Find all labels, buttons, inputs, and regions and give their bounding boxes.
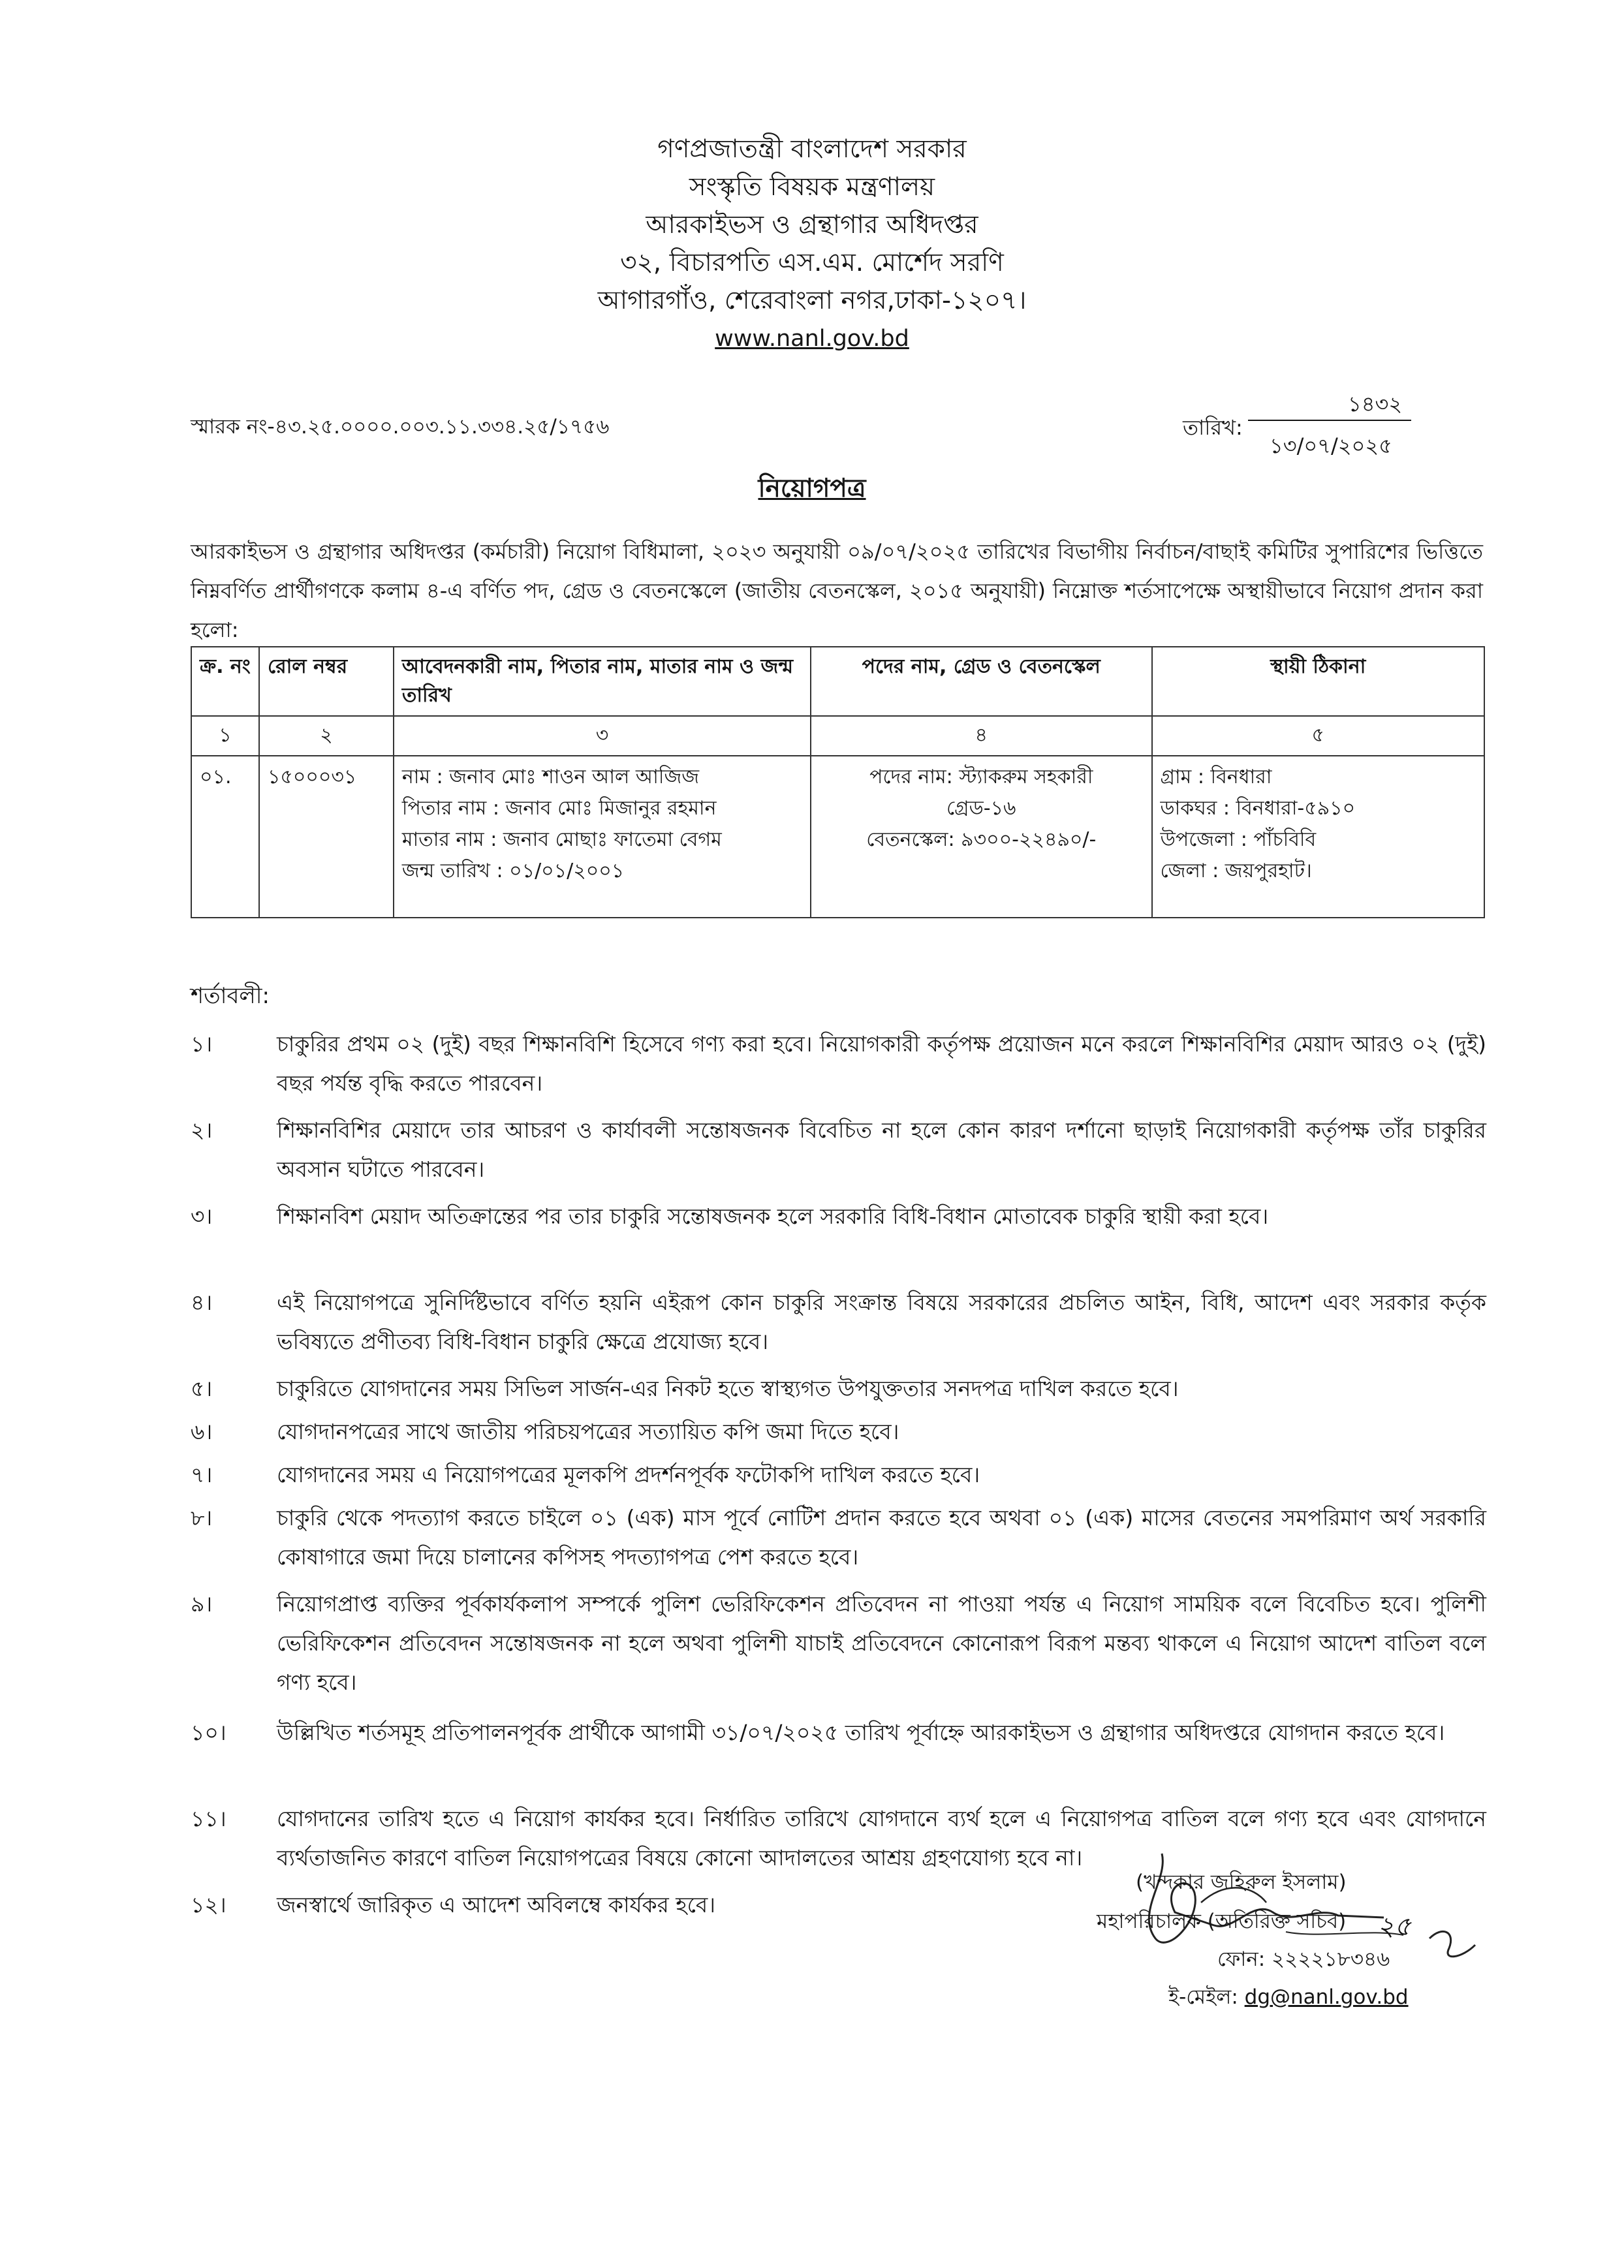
condition-text: শিক্ষানবিশ মেয়াদ অতিক্রান্তের পর তার চাকুরি সন্তোষজনক হলে সরকারি বিধি-বিধান মোতাবেক চাকুরি স্থায়ী করা হবে। (277, 1204, 1269, 1229)
father-name: পিতার নাম : জনাব মোঃ মিজানুর রহমান (401, 797, 717, 820)
condition-number: ১০। (191, 1720, 226, 1745)
signatory-designation: মহাপরিচালক (অতিরিক্ত সচিব) (1097, 1910, 1347, 1933)
condition-number: ৬। (191, 1419, 213, 1444)
applicant-name: নাম : জনাব মোঃ শাওন আল আজিজ (401, 766, 700, 788)
post-grade: গ্রেড-১৬ (946, 797, 1016, 820)
table-header: রোল নম্বর (259, 647, 394, 716)
date-label: তারিখ: (1183, 415, 1243, 440)
letterhead (0, 131, 1624, 358)
condition-text: যোগদানের তারিখ হতে এ নিয়োগ কার্যকর হবে। নির্ধারিত তারিখে যোগদানে ব্যর্থ হলে এ নিয়োগপত্র বাতিল বলে গণ্য হবে এবং যোগদানে ব্যর্থতাজনিত কারণে বাতিল নিয়োগপত্রের বিষয়ে কোনো আদালতের আশ্রয় গ্রহণযোগ্য হবে না। (277, 1806, 1486, 1871)
condition-text: এই নিয়োগপত্রে সুনির্দিষ্টভাবে বর্ণিত হয়নি এইরূপ কোন চাকুরি সংক্রান্ত বিষয়ে সরকারের প্রচলিত আইন, বিধি, আদেশ এবং সরকার কর্তৃক ভবিষ্যতে প্রণীতব্য বিধি-বিধান চাকুরি ক্ষেত্রে প্রযোজ্য হবে। (277, 1290, 1486, 1354)
applicant-cell (394, 756, 811, 918)
email-link[interactable]: dg@nanl.gov.bd (1244, 1985, 1409, 2009)
table-header: স্থায়ী ঠিকানা (1152, 647, 1484, 716)
district: জেলা : জয়পুরহাট। (1160, 860, 1312, 882)
condition-text: চাকুরি থেকে পদত্যাগ করতে চাইলে ০১ (এক) মাস পূর্বে নোটিশ প্রদান করতে হবে অথবা ০১ (এক) মাসের বেতনের সমপরিমাণ অর্থ সরকারি কোষাগারে জমা দিয়ে চালানের কপিসহ পদত্যাগপত্র পেশ করতে হবে। (277, 1505, 1486, 1570)
serial-cell: ০১. (191, 756, 259, 918)
condition-text: উল্লিখিত শর্তসমূহ প্রতিপালনপূর্বক প্রার্থীকে আগামী ৩১/০৭/২০২৫ তারিখ পূর্বাহ্নে আরকাইভস ও গ্রন্থাগার অধিদপ্তরে যোগদান করতে হবে। (277, 1720, 1445, 1745)
column-number: ৫ (1152, 716, 1484, 756)
signatory-email-row (1168, 1981, 1409, 2015)
signatory-phone: ফোন: ২২২২১৮৩৪৬ (1217, 1948, 1390, 1971)
condition-number: ৪। (191, 1290, 213, 1315)
column-number: ৪ (811, 716, 1151, 756)
condition-text: যোগদানের সময় এ নিয়োগপত্রের মূলকপি প্রদর্শনপূর্বক ফটোকপি দাখিল করতে হবে। (277, 1462, 980, 1487)
document-title: নিয়োগপত্র (758, 474, 866, 503)
address-line-1: ৩২, বিচারপতি এস.এম. মোর্শেদ সরণি (620, 248, 1004, 277)
website-link[interactable]: www.nanl.gov.bd (715, 326, 909, 352)
table-row (191, 756, 1484, 918)
date-of-birth: জন্ম তারিখ : ০১/০১/২০০১ (401, 860, 625, 882)
handwritten-mark: ২৫ (1377, 1912, 1411, 1942)
conditions-heading: শর্তাবলী: (191, 983, 270, 1009)
appointment-table (191, 646, 1485, 918)
intro-paragraph: আরকাইভস ও গ্রন্থাগার অধিদপ্তর (কর্মচারী) নিয়োগ বিধিমালা, ২০২৩ অনুযায়ী ০৯/০৭/২০২৫ তারিখের বিভাগীয় নির্বাচন/বাছাই কমিটির সুপারিশের ভিত্তিতে নিম্নবর্ণিত প্রার্থীগণকে কলাম ৪-এ বর্ণিত পদ, গ্রেড ও বেতনস্কেলে (জাতীয় বেতনস্কেল, ২০১৫ অনুযায়ী) নিম্নোক্ত শর্তসাপেক্ষে অস্থায়ীভাবে নিয়োগ প্রদান করা হলো: (191, 539, 1483, 642)
condition-number: ১। (191, 1031, 213, 1057)
condition-text: চাকুরির প্রথম ০২ (দুই) বছর শিক্ষানবিশি হিসেবে গণ্য করা হবে। নিয়োগকারী কর্তৃপক্ষ প্রয়োজন মনে করলে শিক্ষানবিশির মেয়াদ আরও ০২ (দুই) বছর পর্যন্ত বৃদ্ধি করতে পারবেন। (277, 1031, 1486, 1096)
roll-cell: ১৫০০০৩১ (259, 756, 394, 918)
condition-text: চাকুরিতে যোগদানের সময় সিভিল সার্জন-এর নিকট হতে স্বাস্থ্যগত উপযুক্ততার সনদপত্র দাখিল করতে হবে। (277, 1376, 1179, 1401)
memo-number: স্মারক নং-৪৩.২৫.০০০০.০০৩.১১.৩৩৪.২৫/১৭৫৬ (191, 415, 610, 439)
upazila: উপজেলা : পাঁচবিবি (1160, 828, 1317, 851)
condition-text: নিয়োগপ্রাপ্ত ব্যক্তির পূর্বকার্যকলাপ সম্পর্কে পুলিশ ভেরিফিকেশন প্রতিবেদন না পাওয়া পর্যন্ত এ নিয়োগ সাময়িক বলে বিবেচিত হবে। পুলিশী ভেরিফিকেশন প্রতিবেদন সন্তোষজনক না হলে অথবা পুলিশী যাচাই প্রতিবেদনে কোনোরূপ বিরূপ মন্তব্য থাকলে এ নিয়োগ আদেশ বাতিল বলে গণ্য হবে। (277, 1591, 1486, 1695)
address-line-2: আগারগাঁও, শেরেবাংলা নগর,ঢাকা-১২০৭। (597, 286, 1027, 315)
village: গ্রাম : বিনধারা (1160, 766, 1272, 788)
email-label: ই-মেইল: (1168, 1985, 1238, 2009)
condition-number: ৩। (191, 1204, 213, 1229)
ministry-name: সংস্কৃতি বিষয়ক মন্ত্রণালয় (689, 172, 935, 202)
signatory-name: (খন্দকার জহিরুল ইসলাম) (1136, 1871, 1347, 1894)
condition-number: ৯। (191, 1591, 213, 1617)
column-number: ১ (191, 716, 259, 756)
condition-number: ১১। (191, 1806, 226, 1831)
date-divider (1248, 420, 1411, 421)
post-cell (811, 756, 1151, 918)
condition-number: ২। (191, 1117, 213, 1143)
condition-number: ১২। (191, 1892, 226, 1918)
condition-text: জনস্বার্থে জারিকৃত এ আদেশ অবিলম্বে কার্যকর হবে। (277, 1892, 716, 1918)
column-number: ২ (259, 716, 394, 756)
condition-number: ৫। (191, 1376, 213, 1401)
mother-name: মাতার নাম : জনাব মোছাঃ ফাতেমা বেগম (401, 828, 722, 851)
post-name: পদের নাম: স্ট্যাকরুম সহকারী (869, 766, 1093, 788)
table-header-row (191, 647, 1484, 716)
government-name: গণপ্রজাতন্ত্রী বাংলাদেশ সরকার (657, 134, 967, 164)
date-bangla-year: ১৪৩২ (1348, 392, 1403, 416)
table-header: আবেদনকারী নাম, পিতার নাম, মাতার নাম ও জন্ম তারিখ (394, 647, 811, 716)
column-number-row (191, 716, 1484, 756)
condition-text: শিক্ষানবিশির মেয়াদে তার আচরণ ও কার্যাবলী সন্তোষজনক বিবেচিত না হলে কোন কারণ দর্শানো ছাড়াই নিয়োগকারী কর্তৃপক্ষ তাঁর চাকুরির অবসান ঘটাতে পারবেন। (277, 1117, 1486, 1182)
address-cell (1152, 756, 1484, 918)
column-number: ৩ (394, 716, 811, 756)
table-header: ক্র. নং (191, 647, 259, 716)
condition-number: ৭। (191, 1462, 213, 1487)
post-office: ডাকঘর : বিনধারা-৫৯১০ (1160, 797, 1356, 820)
pay-scale: বেতনস্কেল: ৯৩০০-২২৪৯০/- (866, 828, 1097, 851)
table-header: পদের নাম, গ্রেড ও বেতনস্কেল (811, 647, 1151, 716)
condition-text: যোগদানপত্রের সাথে জাতীয় পরিচয়পত্রের সত্যায়িত কপি জমা দিতে হবে। (277, 1419, 899, 1444)
condition-number: ৮। (191, 1505, 213, 1530)
department-name: আরকাইভস ও গ্রন্থাগার অধিদপ্তর (646, 210, 978, 240)
date-gregorian: ১৩/০৭/২০২৫ (1270, 433, 1392, 458)
